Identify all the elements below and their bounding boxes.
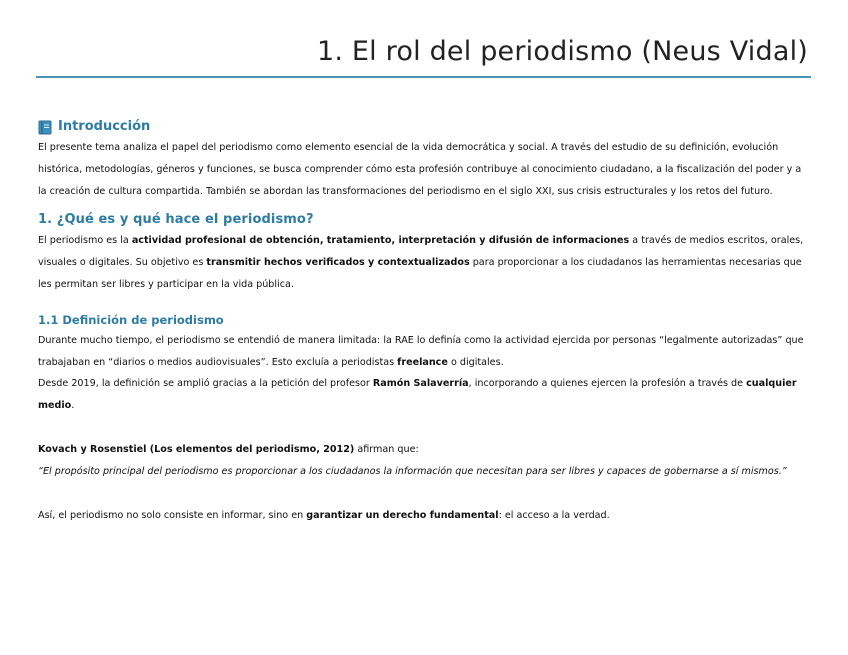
title-divider (36, 76, 811, 78)
section1-paragraph: El periodismo es la actividad profesional de obtención, tratamiento, interpretación y difusión de informaciones a través de medios escritos, orales, visuales o digitales. Su objetivo es transmitir hechos verificados y contextualizados para proporcionar a los ciudadanos las herramientas necesarias que les permitan ser libres y participar en la vida pública. (38, 235, 804, 290)
emphasis: actividad profesional de obtención, tratamiento, interpretación y difusión de informaciones (131, 235, 630, 247)
section1-1-heading: 1.1 Definición de periodismo (38, 312, 224, 327)
section1-heading: 1. ¿Qué es y qué hace el periodismo? (38, 212, 314, 228)
quote: “El propósito principal del periodismo es proporcionar a los ciudadanos la información que necesitan para ser libres y capaces de gobernarse a sí mismos.” (38, 465, 787, 477)
closing-paragraph: Así, el periodismo no solo consiste en informar, sino en garantizar un derecho fundamental: el acceso a la verdad. (38, 509, 610, 521)
definition-paragraph-2: Desde 2019, la definición se amplió gracias a la petición del profesor Ramón Salaverría, incorporando a quienes ejercen la profesión a través de cualquier medio. (38, 378, 797, 412)
definition-paragraph-1: Durante mucho tiempo, el periodismo se entendió de manera limitada: la RAE lo definía como la actividad ejercida por personas “legalmente autorizadas” que trabajaban en “diarios o medios audiovisuales”. Esto excluía a periodistas freelance o digitales. (38, 334, 804, 368)
intro-heading-text: Introducción (58, 119, 151, 134)
emphasis: garantizar un derecho fundamental (306, 509, 499, 521)
intro-heading (38, 117, 810, 137)
document-body (38, 117, 810, 526)
quote-intro: Kovach y Rosenstiel (Los elementos del periodismo, 2012) afirman que: (38, 443, 419, 455)
emphasis: Ramón Salaverría (372, 378, 469, 390)
emphasis: freelance (397, 356, 448, 368)
book-icon (38, 120, 52, 135)
quote-source: Kovach y Rosenstiel (Los elementos del periodismo, 2012) (38, 443, 355, 455)
emphasis: transmitir hechos verificados y contextualizados (206, 257, 470, 269)
emphasis: cualquier medio (38, 378, 797, 412)
intro-paragraph: El presente tema analiza el papel del periodismo como elemento esencial de la vida democrática y social. A través del estudio de su definición, evolución histórica, metodologías, géneros y funciones, se busca comprender cómo esta profesión contribuye al conocimiento ciudadano, a la fiscalización del poder y a la creación de cultura compartida. También se abordan las transformaciones del periodismo en el siglo XXI, sus crisis estructurales y los retos del futuro. (38, 142, 802, 197)
document-title: 1. El rol del periodismo (Neus Vidal) (316, 36, 808, 67)
